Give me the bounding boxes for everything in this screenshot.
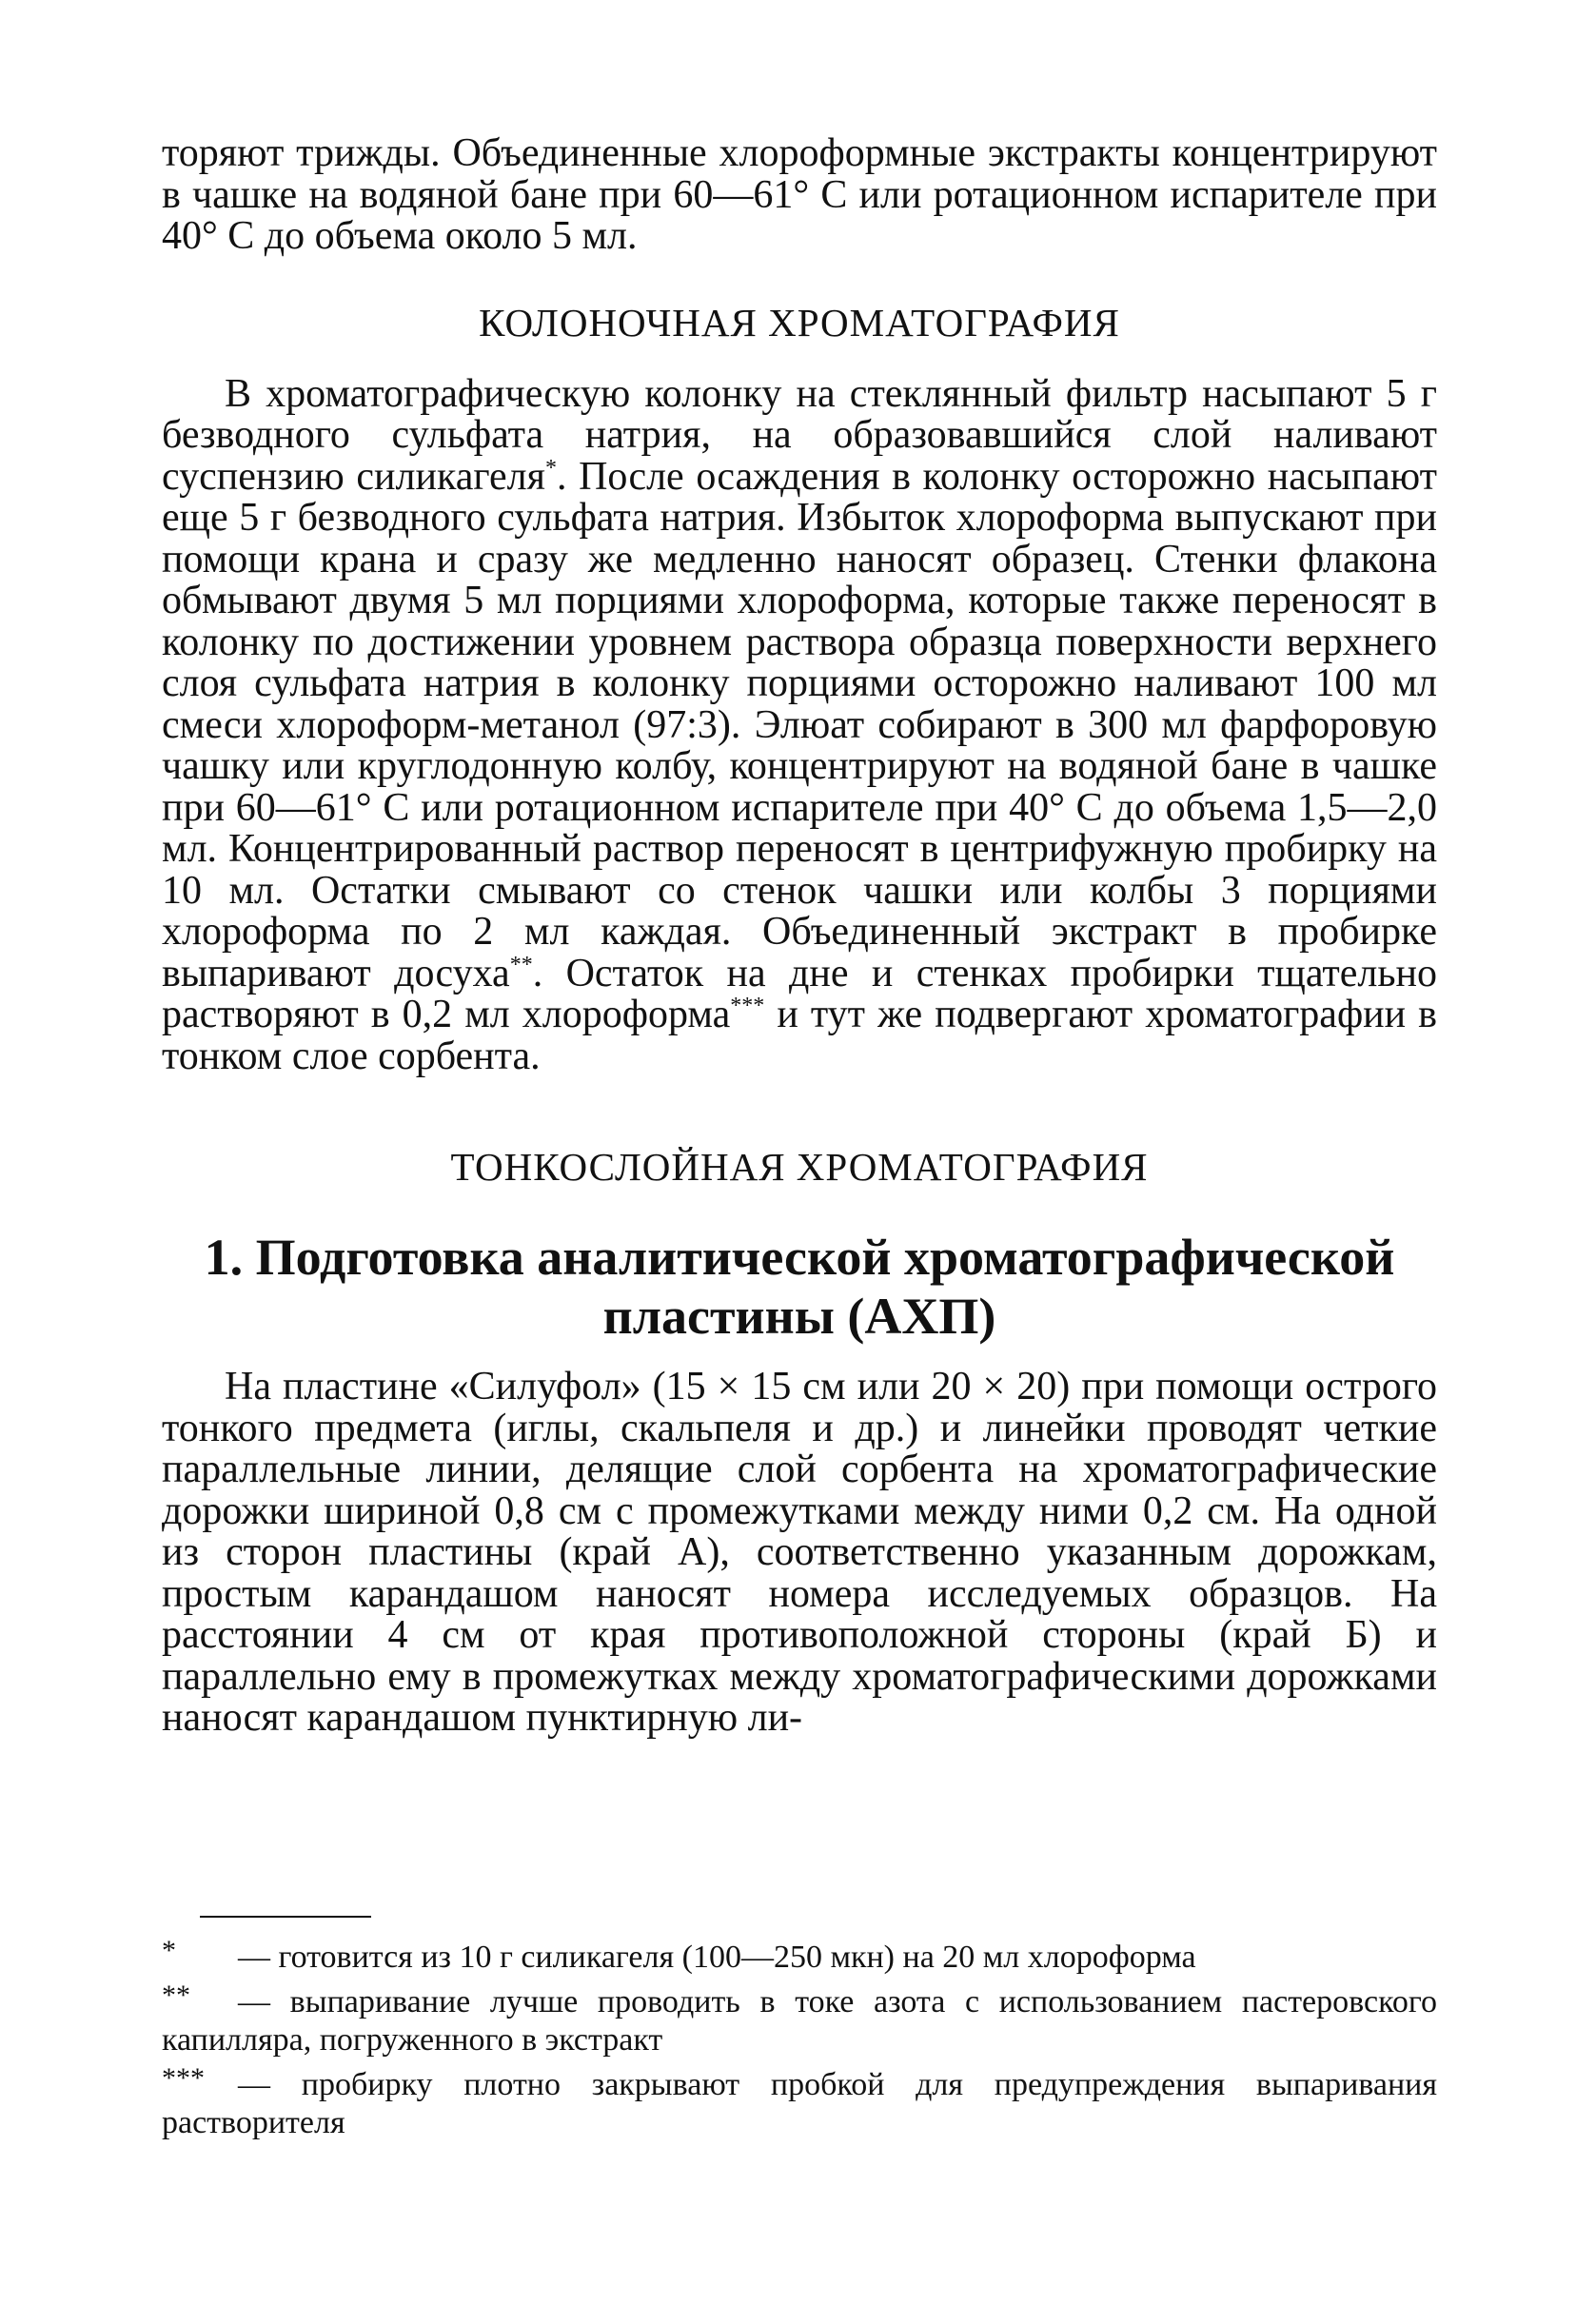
footnote-ref-3: *** (730, 994, 765, 1018)
column-chromatography-paragraph: В хроматографическую колонку на стеклянный фильтр насыпают 5 г безводного сульфата натрия, на образовавшийся слой наливают суспензию силикагеля*. После осаждения в колонку осторожно насыпают еще 5 г безводного сульфата натрия. Избыток хлороформа выпускают при помощи крана и сразу же медленно наносят образец. Стенки флакона обмывают двумя 5 мл порциями хлороформа, которые также переносят в колонку по достижении уровнем раствора образца поверхности верхнего слоя сульфата натрия в колонку порциями осторожно наливают 100 мл смеси хлороформ-метанол (97:3). Элюат собирают в 300 мл фарфоровую чашку или круглодонную колбу, концентрируют на водяной бане в чашке при 60—61° С или ротационном испарителе при 40° С до объема 1,5—2,0 мл. Концентрированный раствор переносят в центрифужную пробирку на 10 мл. Остатки смывают со стенок чашки или колбы 3 порциями хлороформа по 2 мл каждая. Объединенный экстракт в пробирке выпаривают досуха**. Остаток на дне и стенках пробирки тщательно растворяют в 0,2 мл хлороформа*** и тут же подвергают хроматографии в тонком слое сорбента. (162, 371, 1437, 1078)
subsection-title (162, 1228, 1437, 1346)
footnote-2: ** — выпаривание лучше проводить в токе азота с использованием пастеровского капилляра, погруженного в экстракт (162, 1977, 1437, 2059)
page-body (162, 133, 1437, 1740)
subsection-title-line-1: 1. Подготовка аналитической хроматографической (204, 1229, 1395, 1286)
plate-preparation-paragraph: На пластине «Силуфол» (15 × 15 см или 20 × 20) при помощи острого тонкого предмета (иглы, скальпеля и др.) и линейки проводят четкие параллельные линии, делящие слой сорбента на хроматографические дорожки шириной 0,8 см с промежутками между ними 0,2 см. На одной из сторон пластины (край А), соответственно указанным дорожкам, простым карандашом наносят номера исследуемых образцов. На расстоянии 4 см от края противоположной стороны (край Б) и параллельно ему в промежутках между хроматографическими дорожками наносят карандашом пунктирную ли- (162, 1365, 1437, 1740)
footnote-ref-1: * (544, 455, 557, 481)
footnote-mark-3: *** (162, 2062, 205, 2094)
intro-paragraph: торяют трижды. Объединенные хлороформные экстракты концентрируют в чашке на водяной бане при 60—61° С или ротационном испарителе при 40° С до объема около 5 мл. (162, 131, 1437, 258)
footnote-ref-2: ** (509, 952, 533, 977)
footnote-divider (200, 1916, 371, 1918)
column-chromatography-heading: КОЛОНОЧНАЯ ХРОМАТОГРАФИЯ (479, 300, 1120, 345)
footnote-mark-1: * (162, 1935, 176, 1966)
footnotes (162, 1932, 1437, 2142)
subsection-title-line-2: пластины (АХП) (602, 1288, 996, 1345)
footnote-3: *** — пробирку плотно закрывают пробкой для предупреждения выпаривания растворителя (162, 2059, 1437, 2142)
footnote-1: * — готовится из 10 г силикагеля (100—250 мкн) на 20 мл хлороформа (162, 1932, 1437, 1977)
thin-layer-chromatography-heading: ТОНКОСЛОЙНАЯ ХРОМАТОГРАФИЯ (450, 1145, 1149, 1189)
footnote-mark-2: ** (162, 1980, 190, 2011)
